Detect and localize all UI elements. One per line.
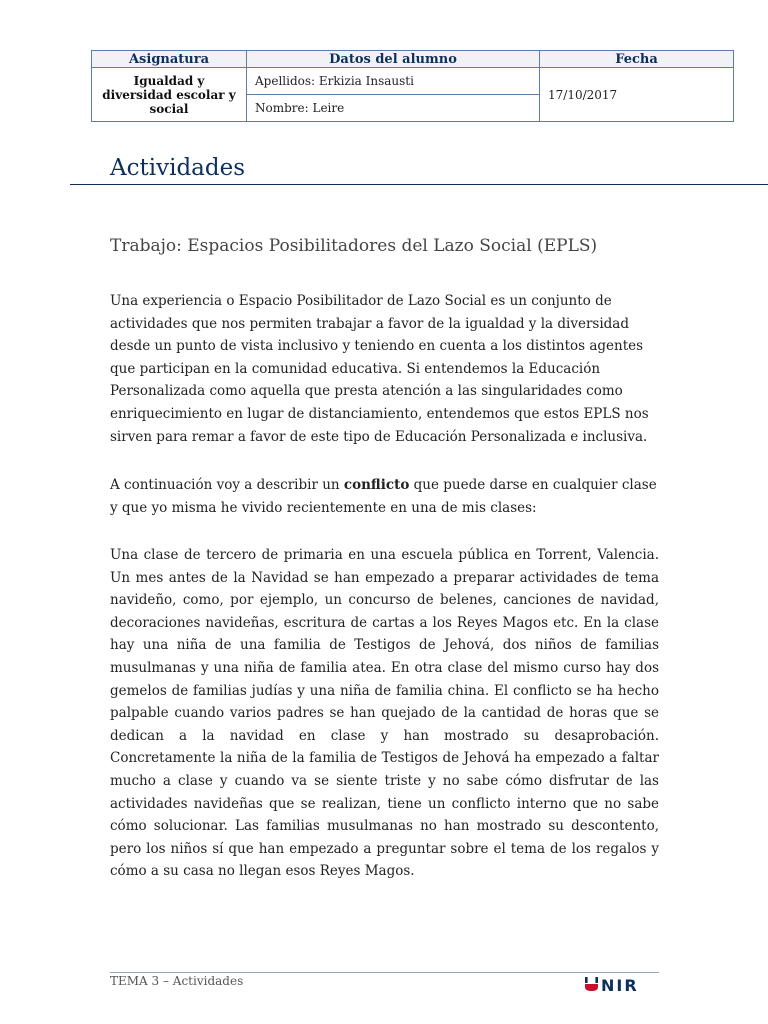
footer-label: TEMA 3 – Actividades — [110, 974, 244, 988]
svg-text:NIR: NIR — [601, 976, 639, 995]
paragraph-text: que puede darse en cualquier clase y que yo misma he vivido recientemente en una de mis clases: — [110, 477, 657, 516]
bold-term: conflicto — [343, 477, 410, 493]
surname-value: Apellidos: Erkizia Insausti — [247, 68, 540, 95]
subject-value: Igualdad y diversidad escolar y social — [92, 68, 247, 122]
unir-logo — [582, 972, 662, 996]
date-header: Fecha — [540, 51, 734, 68]
paragraph-text: A continuación voy a describir un — [110, 477, 344, 493]
student-header: Datos del alumno — [247, 51, 540, 68]
subject-header: Asignatura — [92, 51, 247, 68]
paragraph-case: Una clase de tercero de primaria en una escuela pública en Torrent, Valencia. Un mes antes de la Navidad se han empezado a preparar actividades de tema navideño, como, por ejemplo, un concurso de belenes, canciones de navidad, decoraciones navideñas, escritura de cartas a los Reyes Magos etc. En la clase hay una niña de una familia de Testigos de Jehová, dos niños de familias musulmanas y una niña de familia atea. En otra clase del mismo curso hay dos gemelos de familias judías y una niña de familia china. El conflicto se ha hecho palpable cuando varios padres se han quejado de la cantidad de horas que se dedican a la navidad en clase y han mostrado su desaprobación. Concretamente la niña de la familia de Testigos de Jehová ha empezado a faltar mucho a clase y cuando va se siente triste y no sabe cómo disfrutar de las actividades navideñas que se realizan, tiene un conflicto interno que no sabe cómo solucionar. Las familias musulmanas no han mostrado su descontento, pero los niños sí que han empezado a preguntar sobre el tema de los regalos y cómo a su casa no llegan esos Reyes Magos. — [110, 547, 659, 880]
paragraph-conflict-intro — [110, 474, 659, 519]
section-title: Trabajo: Espacios Posibilitadores del Lazo Social (EPLS) — [110, 236, 598, 256]
footer-divider — [110, 972, 659, 973]
page-title: Actividades — [110, 155, 246, 181]
title-divider — [70, 184, 768, 185]
name-value: Nombre: Leire — [247, 95, 540, 122]
student-info-table — [91, 50, 734, 122]
date-value: 17/10/2017 — [540, 68, 734, 122]
paragraph-intro: Una experiencia o Espacio Posibilitador de Lazo Social es un conjunto de actividades que nos permiten trabajar a favor de la igualdad y la diversidad desde un punto de vista inclusivo y teniendo en cuenta a los distintos agentes que participan en la comunidad educativa. Si entendemos la Educación Personalizada como aquella que presta atención a las singularidades como enriquecimiento en lugar de distanciamiento, entendemos que estos EPLS nos sirven para remar a favor de este tipo de Educación Personalizada e inclusiva. — [110, 293, 649, 445]
